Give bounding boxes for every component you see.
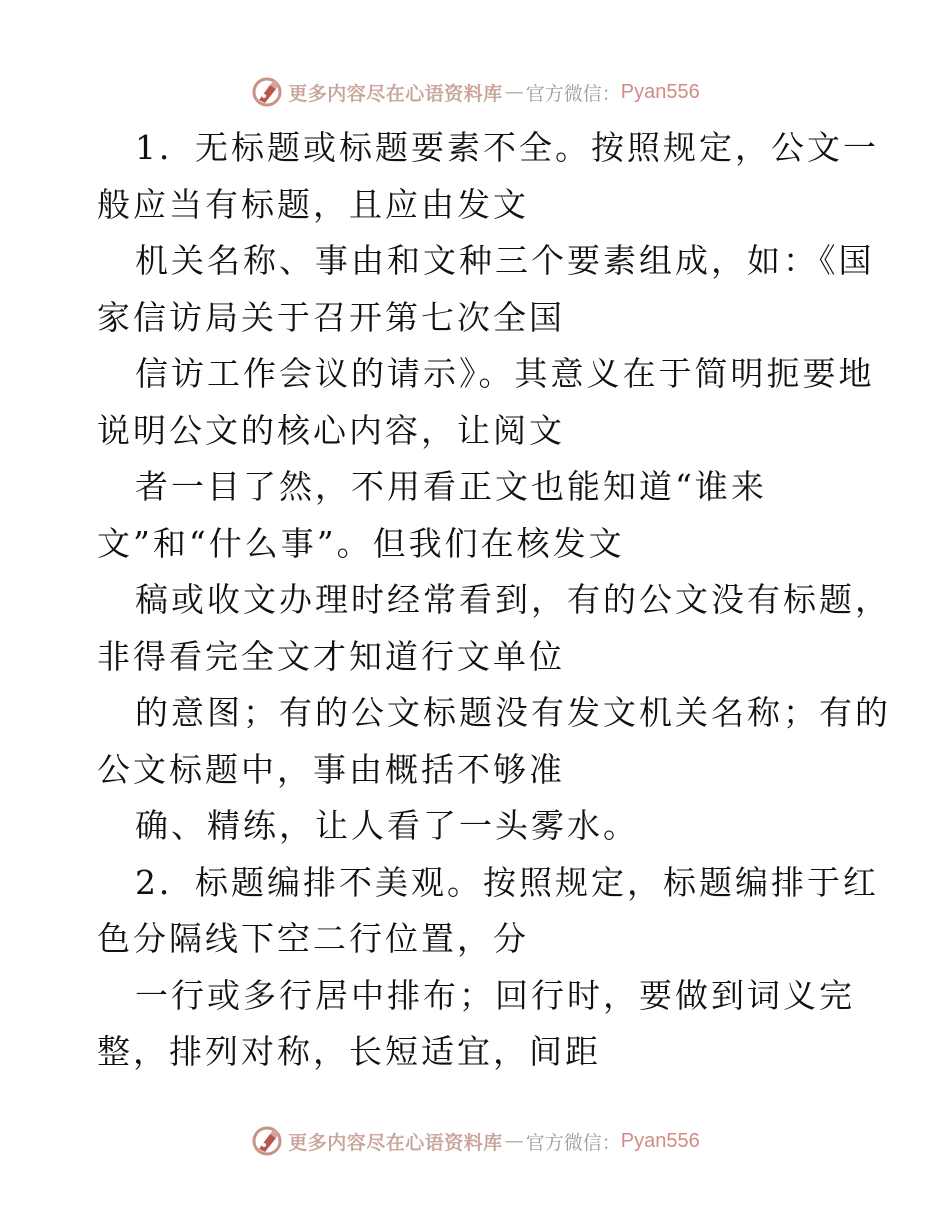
- watermark-brand-text: 更多内容尽在心语资料库: [288, 82, 503, 105]
- body-line: 信访工作会议的请示》。其意义在于简明扼要地: [135, 354, 875, 393]
- watermark-official-label: 官方微信：: [525, 1131, 621, 1154]
- pen-nib-logo-icon: [250, 1124, 284, 1158]
- watermark-wechat-handle: Pyan556: [620, 1129, 700, 1152]
- watermark-official-label: 官方微信：: [525, 82, 621, 105]
- watermark-wechat-handle: Pyan556: [620, 80, 700, 103]
- watermark-dash: —: [504, 81, 524, 103]
- pen-nib-logo-icon: [250, 75, 284, 109]
- body-line: 的意图；有的公文标题没有发文机关名称；有的: [135, 693, 891, 732]
- body-line: 整，排列对称，长短适宜，间距: [97, 1032, 601, 1071]
- body-line: 般应当有标题，且应由发文: [97, 184, 529, 224]
- footer-watermark-banner: [0, 1121, 950, 1161]
- body-line: 稿或收文办理时经常看到，有的公文没有标题，: [135, 580, 891, 619]
- body-line: 说明公文的核心内容，让阅文: [97, 410, 565, 450]
- body-line: 机关名称、事由和文种三个要素组成，如：《国: [135, 241, 875, 280]
- body-line: 2．标题编排不美观。按照规定，标题编排于红: [135, 862, 879, 902]
- body-line: 文”和“什么事”。但我们在核发文: [97, 523, 625, 563]
- document-body: [97, 120, 891, 1081]
- body-line: 一行或多行居中排布；回行时，要做到词义完: [135, 975, 855, 1015]
- body-line: 确、精练，让人看了一头雾水。: [135, 806, 639, 845]
- body-line: 1．无标题或标题要素不全。按照规定，公文一: [135, 128, 879, 167]
- body-line: 家信访局关于召开第七次全国: [97, 297, 565, 337]
- body-line: 公文标题中，事由概括不够准: [97, 749, 565, 789]
- watermark-dash: —: [504, 1130, 524, 1152]
- watermark-brand-text: 更多内容尽在心语资料库: [288, 1131, 503, 1154]
- header-watermark-banner: [0, 72, 950, 112]
- body-line: 者一目了然，不用看正文也能知道“谁来: [135, 467, 767, 506]
- body-line: 色分隔线下空二行位置，分: [97, 919, 529, 958]
- body-line: 非得看完全文才知道行文单位: [97, 636, 565, 676]
